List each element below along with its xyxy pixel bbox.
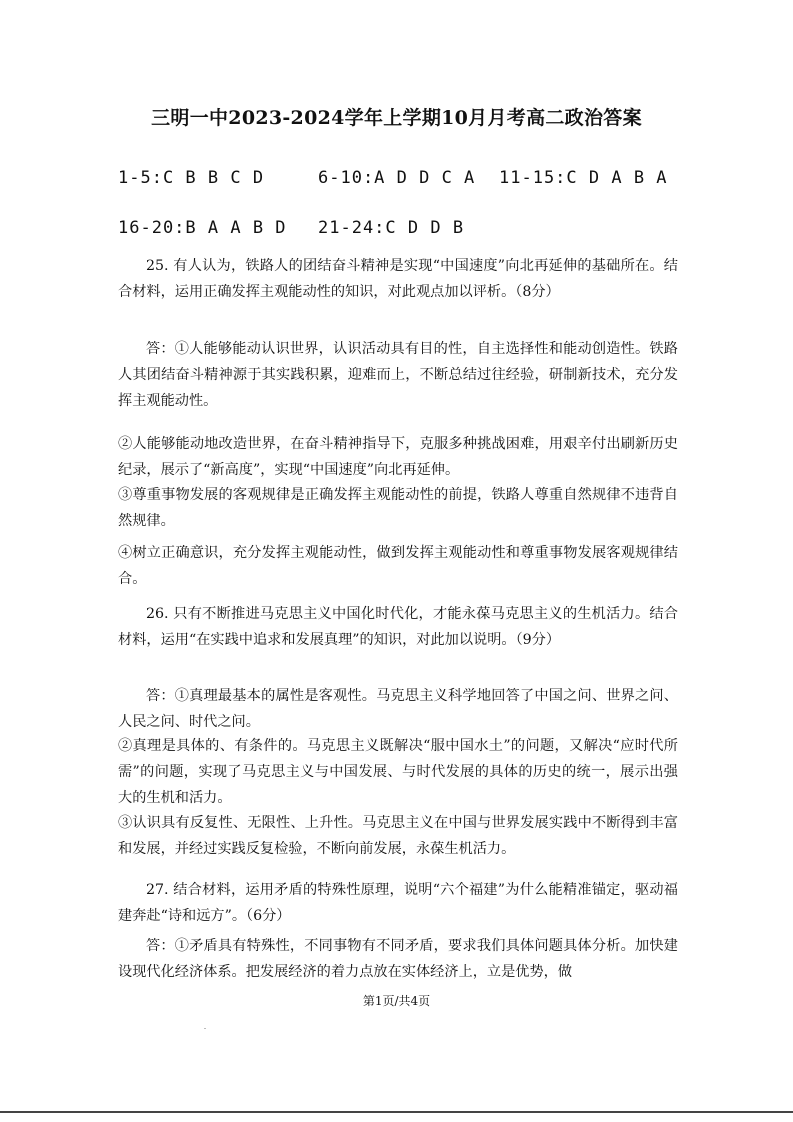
page-number: 第1页/共4页 xyxy=(362,994,431,1008)
answer-25-point-1: 答：①人能够能动认识世界，认识活动具有目的性，自主选择性和能动创造性。铁路人其团结奋斗精神源于其实践积累，迎难而上，不断总结过往经验，研制新技术，充分发挥主观能动性。 xyxy=(118,341,678,409)
bottom-divider xyxy=(0,1111,793,1113)
answer-group: 16-20:B A A B D xyxy=(118,218,287,238)
answer-group: 1-5:C B B C D xyxy=(118,168,265,188)
answer-25-point-3: ③尊重事物发展的客观规律是正确发挥主观能动性的前提，铁路人尊重自然规律不违背自然规律。 xyxy=(118,487,678,529)
speck xyxy=(204,1028,206,1029)
page-title: 三明一中2023-2024学年上学期10月月考高二政治答案 xyxy=(151,107,642,129)
answer-26-point-1: 答：①真理最基本的属性是客观性。马克思主义科学地回答了中国之问、世界之问、人民之问、时代之问。 xyxy=(118,688,678,730)
question-25: 25. 有人认为，铁路人的团结奋斗精神是实现“中国速度”向北再延伸的基础所在。结合材料，运用正确发挥主观能动性的知识，对此观点加以评析。（8分） xyxy=(118,258,678,300)
question-26: 26. 只有不断推进马克思主义中国化时代化，才能永葆马克思主义的生机活力。结合材料，运用“在实践中追求和发展真理”的知识，对此加以说明。（9分） xyxy=(118,606,678,648)
answer-27-point-1: 答：①矛盾具有特殊性，不同事物有不同矛盾，要求我们具体问题具体分析。加快建设现代化经济体系。把发展经济的着力点放在实体经济上，立是优势，做 xyxy=(118,938,678,980)
question-27: 27. 结合材料，运用矛盾的特殊性原理，说明“六个福建”为什么能精准锚定，驱动福建奔赴“诗和远方”。（6分） xyxy=(118,882,678,924)
answer-25-point-2: ②人能够能动地改造世界，在奋斗精神指导下，克服多种挑战困难，用艰辛付出刷新历史纪录，展示了“新高度”，实现“中国速度”向北再延伸。 xyxy=(118,436,678,478)
answer-group: 21-24:C D D B xyxy=(318,218,465,238)
answer-group: 6-10:A D D C A xyxy=(318,168,476,188)
answer-25-point-4: ④树立正确意识，充分发挥主观能动性，做到发挥主观能动性和尊重事物发展客观规律结合。 xyxy=(118,545,678,587)
answer-group: 11-15:C D A B A xyxy=(499,168,668,188)
answer-26-point-3: ③认识具有反复性、无限性、上升性。马克思主义在中国与世界发展实践中不断得到丰富和发展，并经过实践反复检验，不断向前发展，永葆生机活力。 xyxy=(118,815,678,857)
answer-26-point-2: ②真理是具体的、有条件的。马克思主义既解决“服中国水土”的问题，又解决“应时代所需”的问题，实现了马克思主义与中国发展、与时代发展的具体的历史的统一，展示出强大的生机和活力。 xyxy=(118,738,678,806)
